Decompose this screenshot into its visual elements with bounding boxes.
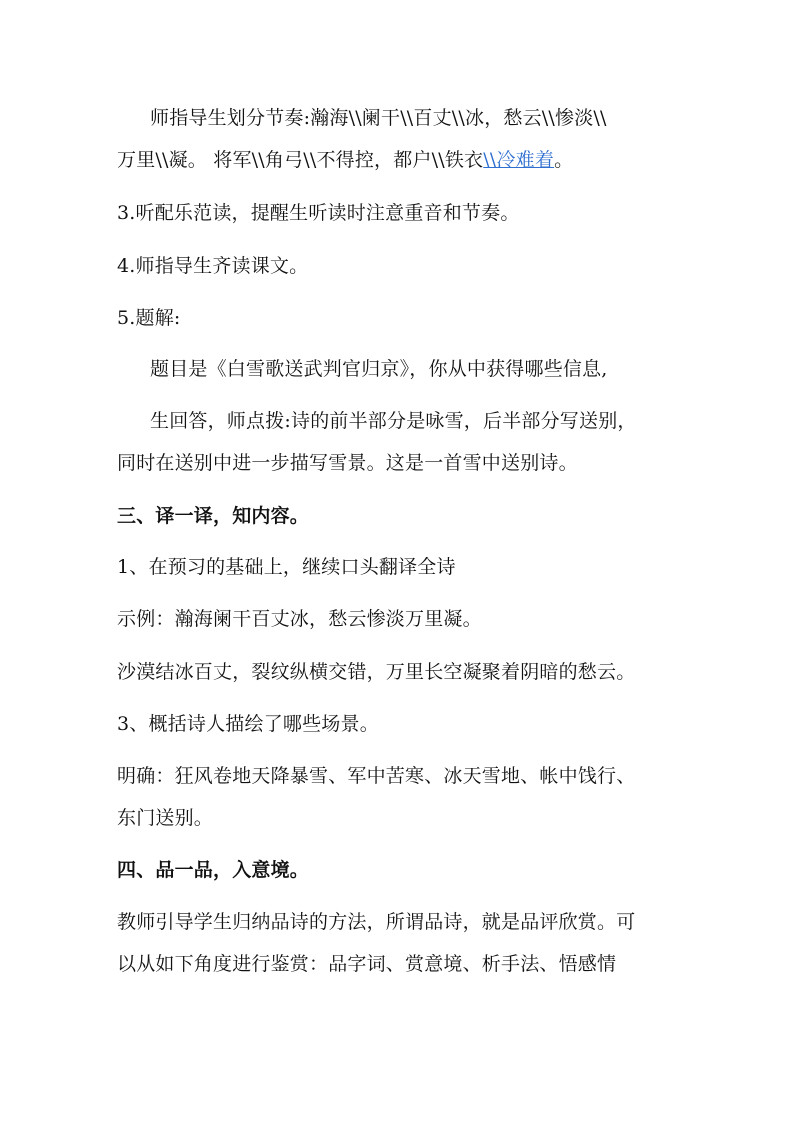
answer-clear-line-1: 明确：狂风卷地天降暴雪、军中苦寒、冰天雪地、帐中饯行、 — [117, 765, 636, 787]
rhythm-line-2-tail: 。 — [554, 149, 574, 171]
method-line-2: 以从如下角度进行鉴赏：品字词、赏意境、析手法、悟感情 — [117, 953, 617, 975]
answer-line-1: 生回答，师点拨:诗的前半部分是咏雪，后半部分写送别， — [150, 410, 637, 432]
rhythm-link[interactable]: \\冷难着 — [483, 149, 555, 171]
title-explain-text: 题目是《白雪歌送武判官归京》，你从中获得哪些信息, — [150, 358, 608, 380]
example-line: 示例：瀚海阑干百丈冰，愁云惨淡万里凝。 — [117, 608, 482, 630]
section-heading-3: 三、译一译，知内容。 — [117, 505, 310, 527]
paragraph-rhythm-line-2 — [117, 148, 573, 172]
section-heading-4: 四、品一品，入意境。 — [117, 859, 310, 881]
step-5-text: 5.题解: — [117, 307, 181, 329]
step-3-text: 3.听配乐范读，提醒生听读时注意重音和节奏。 — [117, 202, 520, 224]
translation-line: 沙漠结冰百丈，裂纹纵横交错，万里长空凝聚着阴暗的愁云。 — [117, 661, 636, 683]
answer-clear-line-2: 东门送别。 — [117, 807, 214, 829]
summary-step-3: 3、概括诗人描绘了哪些场景。 — [117, 713, 379, 735]
method-line-1: 教师引导学生归纳品诗的方法，所谓品诗，就是品评欣赏。可 — [117, 911, 636, 933]
answer-line-2: 同时在送别中进一步描写雪景。这是一首雪中送别诗。 — [117, 452, 578, 474]
paragraph-rhythm-line-1: 师指导生划分节奏:瀚海\\阑干\\百丈\\冰，愁云\\惨淡\\ — [150, 107, 607, 129]
step-4-text: 4.师指导生齐读课文。 — [117, 255, 309, 277]
translate-step-1: 1、在预习的基础上，继续口头翻译全诗 — [117, 556, 456, 578]
rhythm-line-2-text: 万里\\凝。 将军\\角弓\\不得控，都户\\铁衣 — [117, 149, 484, 171]
